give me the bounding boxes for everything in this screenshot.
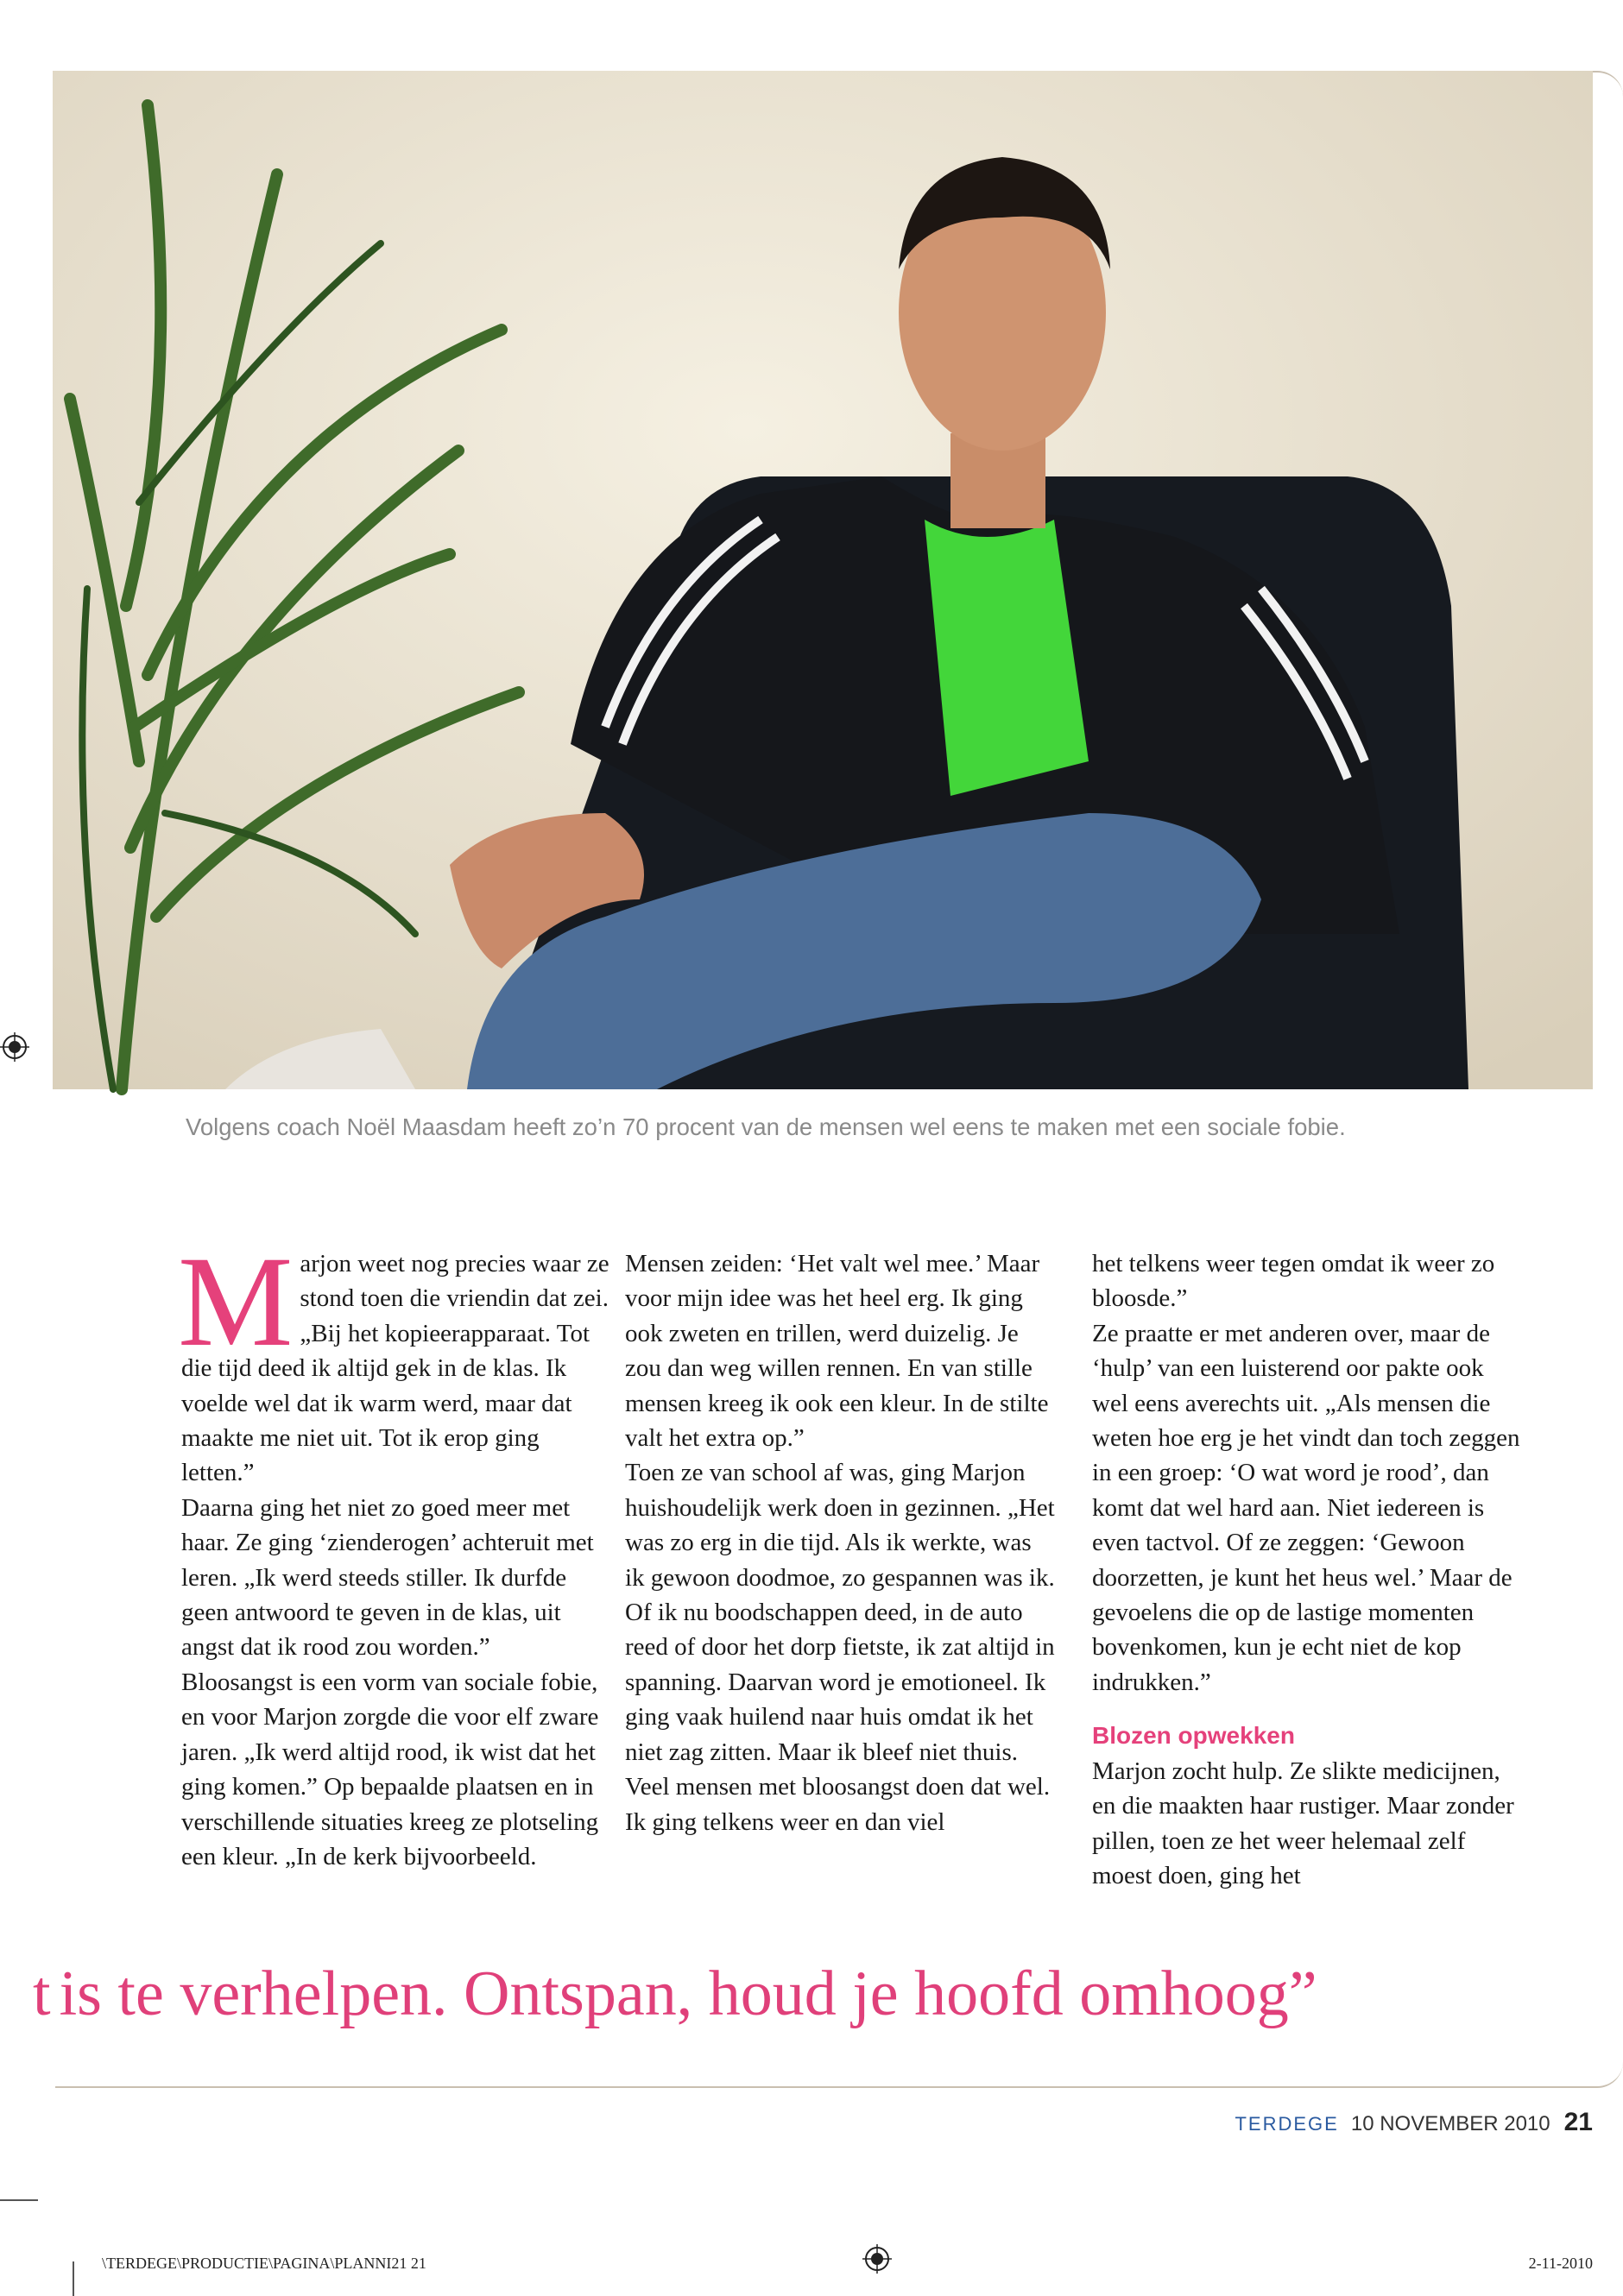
paragraph: Ze praatte er met anderen over, maar de ‘hulp’ van een luisterend oor pakte ook wel eens averechts uit. „Als mensen die weten hoe erg je het vindt dan toch zeggen in een groep: ‘O wat word je rood’, dan komt dat wel hard aan. Niet iedereen is even tactvol. Of ze zeggen: ‘Gewoon doorzetten, je kunt het heus wel.’ Maar de gevoelens die op de lastige momenten bovenkomen, kun je echt niet de kop indrukken.” bbox=[1092, 1319, 1520, 1696]
paragraph: Daarna ging het niet zo goed meer met haar. Ze ging ‘zienderogen’ achteruit met leren. „Ik werd steeds stiller. Ik durfde geen antwoord te geven in de klas, uit angst dat ik rood zou worden.” bbox=[181, 1493, 594, 1662]
crop-mark bbox=[73, 2261, 74, 2296]
registration-mark-icon bbox=[0, 1032, 29, 1062]
article-column-1 bbox=[178, 1230, 613, 1874]
paragraph: arjon weet nog precies waar ze stond toen die vriendin dat zei. „Bij het kopieerapparaat. Tot die tijd deed ik altijd gek in de klas. Ik voelde wel dat ik warm werd, maar dat maakte me niet uit. Tot ik erop ging letten.” bbox=[181, 1250, 609, 1487]
paragraph: Bloosangst is een vorm van sociale fobie, en voor Marjon zorgde die voor elf zware jaren. „Ik werd altijd rood, ik wist dat het ging komen.” Op bepaalde plaatsen en in verschillende situaties kreeg ze plotseling een kleur. „In de kerk bijvoorbeeld. bbox=[181, 1668, 599, 1870]
article-column-3 bbox=[1092, 1246, 1524, 1893]
page-footer bbox=[1235, 2108, 1593, 2137]
pull-quote bbox=[33, 1958, 1588, 2031]
magazine-name: TERDEGE bbox=[1235, 2113, 1339, 2135]
photo-caption: Volgens coach Noël Maasdam heeft zo’n 70 procent van de mensen wel eens te maken met een sociale fobie. bbox=[186, 1113, 1346, 1140]
paragraph: het telkens weer tegen omdat ik weer zo bloosde.” bbox=[1092, 1250, 1495, 1313]
registration-mark-icon bbox=[862, 2244, 892, 2274]
pull-quote-clipped: t bbox=[33, 1959, 51, 2029]
pull-quote-text: is te verhelpen. Ontspan, houd je hoofd omhoog” bbox=[59, 1959, 1317, 2029]
article-column-2 bbox=[625, 1246, 1057, 1839]
crop-mark bbox=[0, 2199, 38, 2201]
portrait-photo bbox=[53, 71, 1593, 1089]
slug-date: 2-11-2010 bbox=[1528, 2255, 1593, 2272]
issue-date: 10 NOVEMBER 2010 bbox=[1350, 2112, 1550, 2135]
paragraph: Marjon zocht hulp. Ze slikte medicijnen, en die maakten haar rustiger. Maar zonder pillen, toen ze het weer helemaal zelf moest doen, ging het bbox=[1092, 1757, 1514, 1889]
paragraph: Mensen zeiden: ‘Het valt wel mee.’ Maar voor mijn idee was het heel erg. Ik ging ook zweten en trillen, werd duizelig. Je zou dan weg willen rennen. En van stille mensen kreeg ik ook een kleur. In de stilte valt het extra op.” bbox=[625, 1250, 1049, 1453]
drop-cap: M bbox=[178, 1230, 294, 1373]
left-margin bbox=[0, 0, 55, 2296]
slug-path: \TERDEGE\PRODUCTIE\PAGINA\PLANNI21 21 bbox=[102, 2255, 426, 2272]
page-number: 21 bbox=[1563, 2108, 1593, 2136]
subheading: Blozen opwekken bbox=[1092, 1722, 1295, 1750]
photo-illustration bbox=[53, 71, 1593, 1089]
paragraph: Toen ze van school af was, ging Marjon huishoudelijk werk doen in gezinnen. „Het was zo erg in die tijd. Als ik werkte, was ik gewoon doodmoe, zo gespannen was ik. Of ik nu boodschappen deed, in de auto reed of door het dorp fietste, ik zat altijd in spanning. Daarvan word je emotioneel. Ik ging vaak huilend naar huis omdat ik het niet zag zitten. Maar ik bleef niet thuis. Veel mensen met bloosangst doen dat wel. Ik ging telkens weer en dan viel bbox=[625, 1459, 1055, 1836]
